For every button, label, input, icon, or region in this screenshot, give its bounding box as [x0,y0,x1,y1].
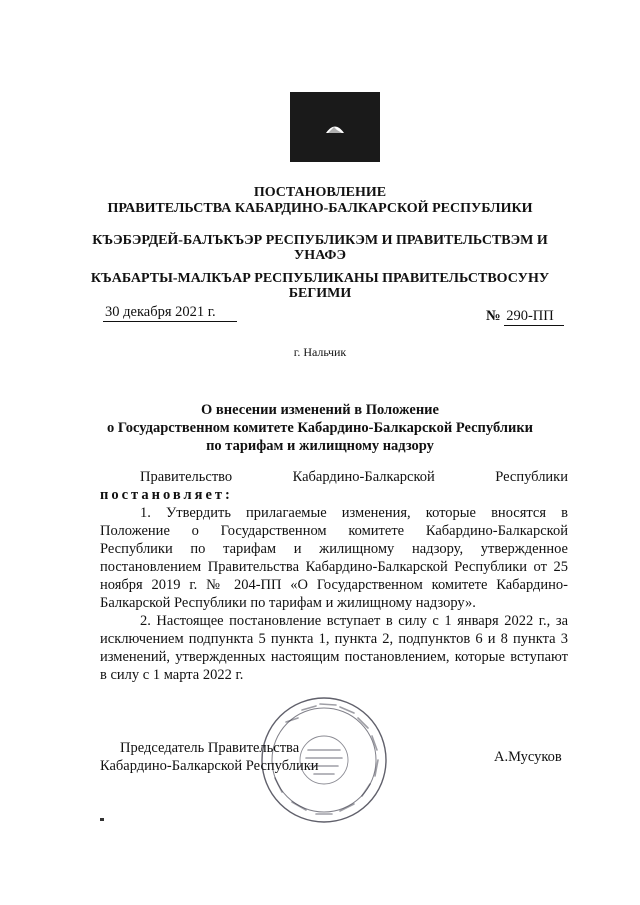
city: г. Нальчик [293,345,347,359]
intro-word-2: Кабардино-Балкарской [292,469,435,485]
paragraph-2: 2. Настоящее постановление вступает в силу с 1 января 2022 г., за исключением подпункта 5 пункта 1, пункта 2, подпунктов 6 и 8 пункта 3 изменений, утвержденных настоящим постановлением, которые вступают в силу с 1 марта 2022 г. [100,613,568,683]
title-line1: О внесении изменений в Положение [201,402,439,418]
document-number-row [486,308,564,326]
paragraph-1: 1. Утвердить прилагаемые изменения, которые вносятся в Положение о Государственном комитете Кабардино-Балкарской Республики по тарифам и жилищному надзору, утвержденное постановлением Правительства Кабардино-Балкарской Республики от 25 ноября 2019 г. № 204-ПП «О Государственном комитете Кабардино-Балкарской Республики по тарифам и жилищному надзору». [100,505,568,611]
document-date: 30 декабря 2021 г. [103,304,237,322]
coat-of-arms-emblem [290,92,380,162]
scan-mark [100,818,104,821]
intro-word-1: Правительство [140,469,233,485]
number-label: № [486,308,501,324]
signatory-name: А.Мусуков [494,749,562,765]
issuer-karachay-line2: БЕГИМИ [288,286,352,301]
document-number: 290-ПП [504,308,564,326]
title-line3: по тарифам и жилищному надзору [206,438,434,454]
document-date-row [103,304,237,322]
issuer-kabardian-line2: УНАФЭ [294,248,346,263]
issuer-karachay-line1: КЪАБАРТЫ-МАЛКЪАР РЕСПУБЛИКАНЫ ПРАВИТЕЛЬСТВОСУНУ [90,271,550,286]
signature-block [100,739,319,775]
signatory-position-line2: Кабардино-Балкарской Республики [100,758,319,774]
title-line2: о Государственном комитете Кабардино-Балкарской Республики [106,420,534,436]
document-type: ПОСТАНОВЛЕНИЕ [253,185,387,200]
issuer-russian: ПРАВИТЕЛЬСТВА КАБАРДИНО-БАЛКАРСКОЙ РЕСПУБЛИКИ [107,201,533,216]
intro-line [100,468,568,486]
mountain-icon [290,92,380,162]
document-body [100,468,568,684]
intro-word-3: Республики [495,469,568,485]
signatory-position-line1: Председатель Правительства [120,740,300,756]
issuer-kabardian-line1: КЪЭБЭРДЕЙ-БАЛЪКЪЭР РЕСПУБЛИКЭМ И ПРАВИТЕЛЬСТВЭМ И [92,233,548,248]
decrees-word: постановляет: [100,487,233,503]
